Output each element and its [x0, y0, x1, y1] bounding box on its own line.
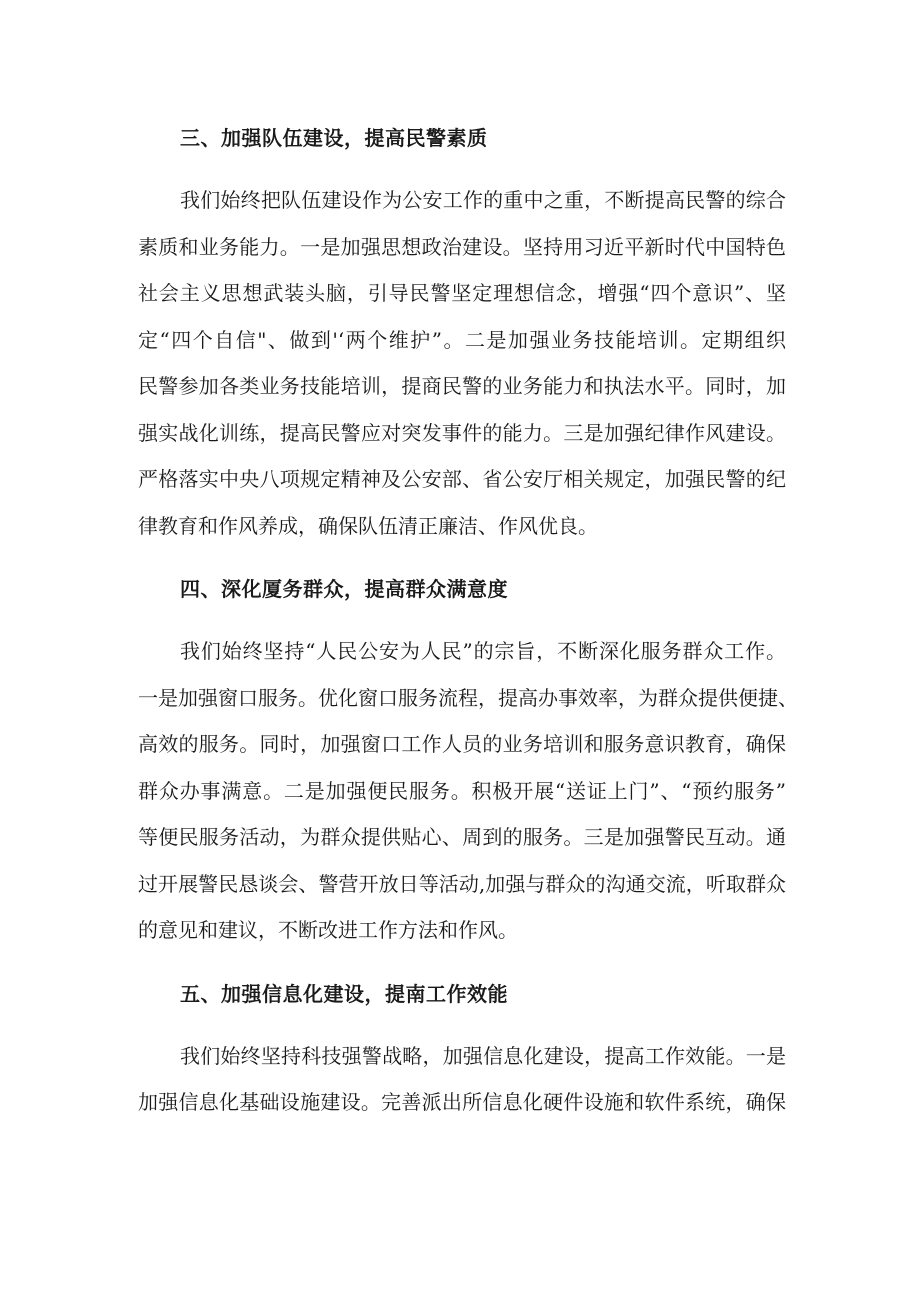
paragraph-line: 加强信息化基础设施建设。完善派出所信息化硬件设施和软件系统，确保	[138, 1090, 786, 1114]
paragraph-line: 素质和业务能力。一是加强思想政治建设。坚持用习近平新时代中国特色	[138, 234, 786, 259]
section-paragraph-5	[138, 1033, 786, 1126]
paragraph-line: 民警参加各类业务技能培训，提商民警的业务能力和执法水平。同时，加	[138, 374, 786, 398]
section-heading-3: 三、加强队伍建设，提高民警素质	[180, 126, 488, 150]
section-paragraph-3	[138, 177, 786, 549]
section-paragraph-4	[138, 628, 798, 954]
section-heading-5: 五、加强信息化建设，提南工作效能	[180, 981, 508, 1006]
paragraph-line: 群众办事满意。二是加强便民服务。积极开展“送证上门”、“预约服务”	[138, 778, 786, 803]
document-page	[138, 114, 798, 1126]
paragraph-line: 定“四个自信"、做到'‘两个维护”。二是加强业务技能培训。定期组织	[138, 327, 786, 352]
paragraph-line: 我们始终坚持“人民公安为人民”的宗旨，不断深化服务群众工作。	[180, 639, 786, 663]
paragraph-line: 社会主义思想武装头脑，引导民警坚定理想信念，增强“四个意识”、坚	[138, 281, 786, 305]
paragraph-line: 一是加强窗口服务。优化窗口服务流程，提高办事效率，为群众提供便捷、	[138, 685, 798, 710]
paragraph-line: 的意见和建议，不断改进工作方法和作风。	[138, 918, 518, 942]
paragraph-line: 律教育和作风养成，确保队伍清正廉洁、作风优良。	[138, 513, 598, 538]
section-heading-4: 四、深化厦务群众，提高群众满意度	[180, 577, 508, 601]
paragraph-line: 过开展警民恳谈会、警营开放日等活动,加强与群众的沟通交流，听取群众	[138, 871, 786, 896]
paragraph-line: 高效的服务。同时，加强窗口工作人员的业务培训和服务意识教育，确保	[138, 732, 786, 756]
paragraph-line: 我们始终坚持科技强警战略，加强信息化建设，提高工作效能。一是	[180, 1043, 786, 1068]
paragraph-line: 严格落实中央八项规定精神及公安部、省公安厅相关规定，加强民警的纪	[138, 467, 786, 491]
paragraph-line: 我们始终把队伍建设作为公安工作的重中之重，不断提高民警的综合	[180, 188, 786, 212]
paragraph-line: 强实战化训练，提高民警应对突发事件的能力。三是加强纪律作风建设。	[138, 420, 786, 445]
paragraph-line: 等便民服务活动，为群众提供贴心、周到的服务。三是加强警民互动。通	[138, 825, 786, 849]
